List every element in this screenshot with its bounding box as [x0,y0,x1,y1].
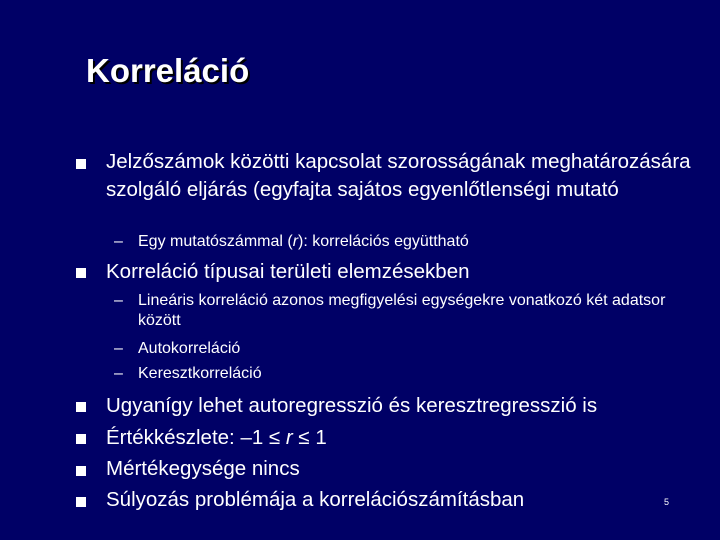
subbullet-text: Lineáris korreláció azonos megfigyelési egységekre vonatkozó két adatsor között [138,292,666,329]
dash-marker: – [114,292,123,309]
dash-marker: – [114,365,123,382]
bullet-marker [76,497,86,507]
subbullet-text: Keresztkorreláció [138,365,262,382]
bullet-marker [76,159,86,169]
subbullet-text [138,232,708,252]
bullet-text-pre: Értékkészlete: –1 ≤ [106,426,286,449]
subbullet-text-post: ): korrelációs együttható [298,233,469,250]
subbullet-text: Autokorreláció [138,340,241,357]
bullet-marker [76,402,86,412]
bullet-marker [76,466,86,476]
bullet-marker [76,434,86,444]
bullet-text: Ugyanígy lehet autoregresszió és keresztregresszió is [106,394,598,417]
bullet-text: Jelzőszámok közötti kapcsolat szorosságának meghatározására szolgáló eljárás (egyfajta sajátos egyenlőtlenségi mutató [106,150,691,201]
bullet-text [106,424,696,452]
bullet-text-post: ≤ 1 [292,426,327,449]
bullet-text: Súlyozás problémája a korrelációszámításban [106,488,525,511]
bullet-text: Korreláció típusai területi elemzésekben [106,260,470,283]
page-number: 5 [664,497,670,507]
bullet-text: Mértékegysége nincs [106,457,300,480]
dash-marker: – [114,233,123,250]
subbullet-text-pre: Egy mutatószámmal ( [138,233,293,250]
bullet-marker [76,268,86,278]
bullet-text-var: r [285,426,293,449]
subbullet-text-var: r [292,233,299,250]
slide-title: Korreláció [86,52,250,89]
dash-marker: – [114,340,123,357]
